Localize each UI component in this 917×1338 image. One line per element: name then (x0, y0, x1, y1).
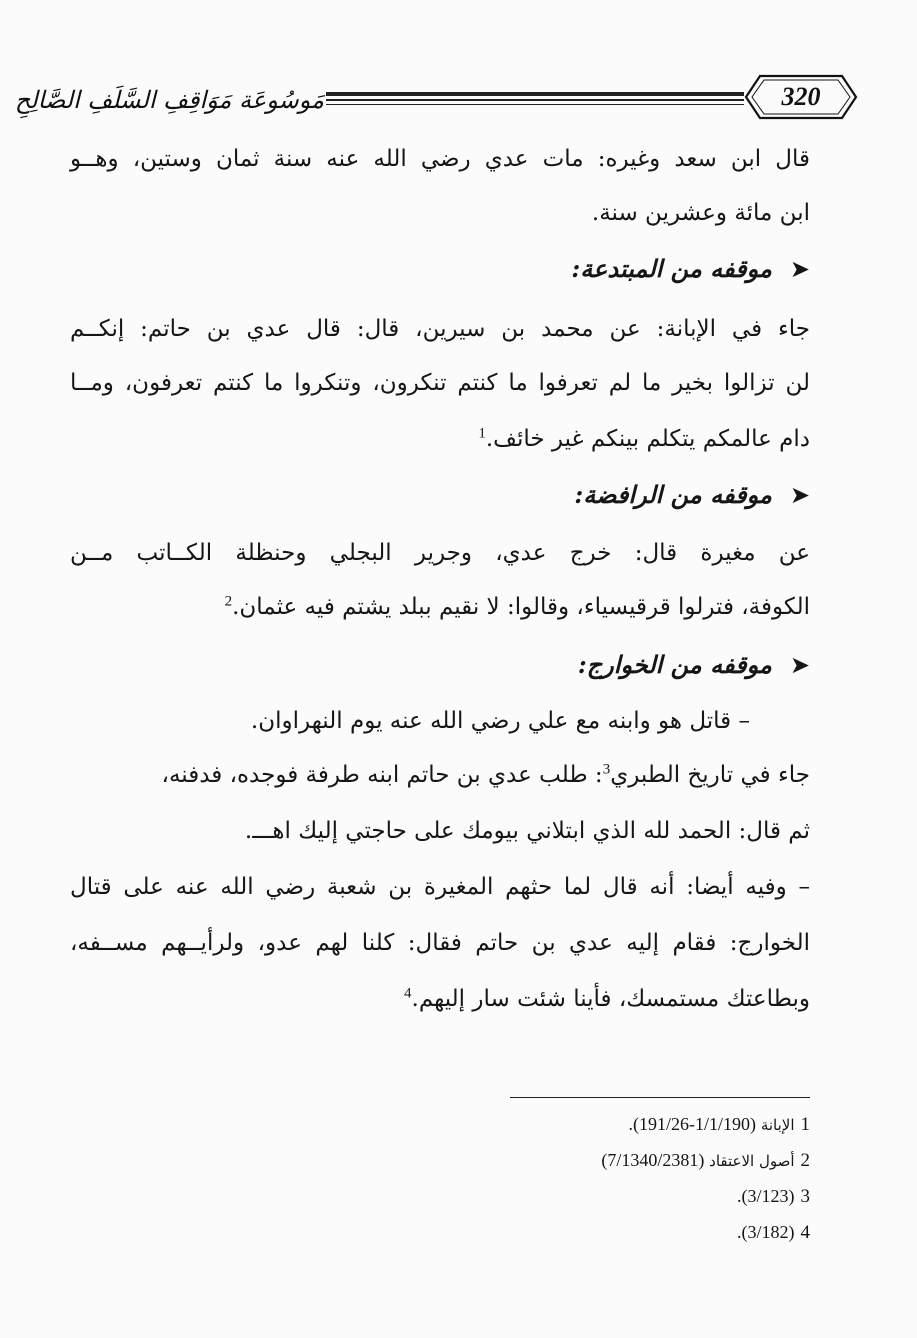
body-line: جاء في الإبانة: عن محمد بن سيرين، قال: قال عدي بن حاتم: إنكــم (70, 316, 810, 342)
footnote-reference: (7/1340/2381) (601, 1150, 705, 1170)
body-line: ابن مائة وعشرين سنة. (591, 200, 810, 226)
body-line-text: : طلب عدي بن حاتم ابنه طرفة فوجده، فدفنه، (161, 762, 603, 788)
page-header (14, 70, 821, 132)
body-line: قال ابن سعد وغيره: مات عدي رضي الله عنه سنة ثمان وستين، وهــو (70, 146, 810, 172)
page-number-badge (742, 72, 860, 122)
footnote-marker: 1 (478, 425, 486, 442)
footnote-marker: 3 (602, 761, 611, 778)
footnote-number: 3 (800, 1186, 810, 1207)
section-heading-text: موقفه من الرافضة: (574, 480, 772, 509)
body-line-text: جاء في تاريخ الطبري (610, 762, 810, 788)
footnote-reference: (3/182). (736, 1222, 795, 1242)
arrow-bullet-icon: ➤ (789, 481, 810, 509)
body-line-text: دام عالمكم يتكلم بينكم غير خائف. (485, 426, 810, 452)
section-heading-text: موقفه من الخوارج: (577, 650, 772, 679)
body-line-text: وبطاعتك مستمسك، فأينا شئت سار إليهم. (411, 986, 810, 1012)
footnote (737, 1218, 810, 1247)
body-line: – وفيه أيضا: أنه قال لما حثهم المغيرة بن شعبة رضي الله عنه على قتال (70, 874, 810, 900)
footnote-number: 1 (800, 1114, 810, 1135)
footnote-separator (510, 1097, 810, 1098)
section-heading (571, 247, 810, 291)
body-line: ثم قال: الحمد لله الذي ابتلاني بيومك على حاجتي إليك اهـــ. (244, 818, 810, 844)
header-rule (326, 99, 744, 101)
body-line: لن تزالوا بخير ما لم تعرفوا ما كنتم تنكرون، وتنكروا ما كنتم تعرفون، ومــا (70, 370, 810, 396)
footnote-reference: (3/123). (736, 1186, 795, 1206)
section-heading (578, 643, 810, 687)
footnote (629, 1110, 810, 1139)
footnote-marker: 2 (224, 593, 233, 610)
body-line: الخوارج: فقام إليه عدي بن حاتم فقال: كلنا لهم عدو، ولرأيــهم مســفه، (70, 930, 810, 956)
footnote-text: أصول الاعتقاد (704, 1152, 795, 1170)
footnote-number: 2 (800, 1150, 810, 1171)
section-heading-text: موقفه من المبتدعة: (571, 254, 772, 283)
footnote-marker: 4 (404, 985, 412, 1002)
header-rule (326, 104, 744, 105)
footnote-reference: (1/1/190-191/26). (628, 1114, 757, 1134)
arrow-bullet-icon: ➤ (789, 255, 810, 283)
footnote-text: الإبانة (756, 1116, 795, 1134)
body-line: عن مغيرة قال: خرج عدي، وجرير البجلي وحنظلة الكــاتب مــن (70, 540, 810, 566)
body-line (70, 977, 810, 1021)
footnote (737, 1182, 810, 1211)
header-rule (326, 92, 744, 96)
footnote (601, 1146, 810, 1175)
footnote-number: 4 (800, 1222, 810, 1243)
arrow-bullet-icon: ➤ (789, 651, 810, 679)
body-line (70, 417, 810, 461)
section-heading (574, 473, 810, 517)
body-line-text: الكوفة، فترلوا قرقيسياء، وقالوا: لا نقيم ببلد يشتم فيه عثمان. (232, 594, 810, 620)
book-title: مَوسُوعَة مَوَاقِفِ السَّلَفِ الصَّالِحِ (14, 86, 324, 114)
body-line: – قاتل هو وابنه مع علي رضي الله عنه يوم النهراوان. (250, 708, 750, 734)
body-line (70, 585, 810, 629)
body-line (70, 753, 810, 797)
page-number: 320 (781, 82, 821, 111)
